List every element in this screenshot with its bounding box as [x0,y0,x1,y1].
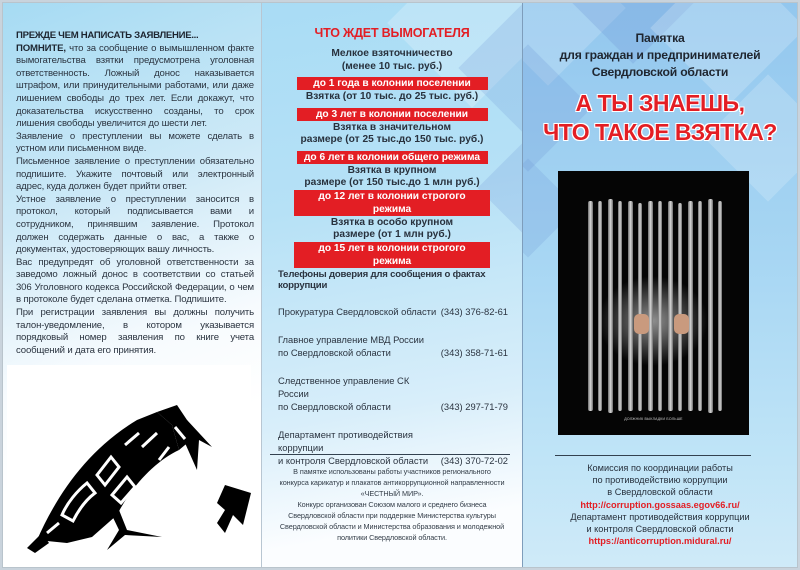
headline-line: ЧТО ТАКОЕ ВЗЯТКА? [543,119,777,145]
prison-bars-letters-icon [558,171,749,435]
phone-org-line: Прокуратура Свердловской области [278,306,437,317]
penalty-bar: до 12 лет в колонии строгого режима [294,190,490,216]
credits-line: Конкурс организован Союзом малого и среднего бизнеса [297,500,487,509]
phone-org [278,333,441,359]
penalty-bar: до 15 лет в колонии строгого режима [294,242,490,268]
right-panel-cover [523,3,797,567]
penalties-list [262,48,522,269]
phone-org [278,428,441,467]
phone-org-line: Главное управление МВД России [278,334,425,345]
department-website-link[interactable]: https://anticorruption.midural.ru/ [588,536,732,547]
phone-org [278,374,441,413]
phone-row [278,333,508,359]
commission-website-link[interactable]: http://corruption.gossaas.egov66.ru/ [580,499,740,510]
paragraph-2: Заявление о преступлении вы можете сделать в устном или письменном виде. [16,130,254,155]
contacts-line: Департамент противодействия коррупции [570,511,750,522]
paragraph-4: Устное заявление о преступлении заносится в протокол, который подписывается вами и сотрудником, принявшим заявление. Протокол должен содержать данные о вас, а также о документах, удостоверяющих вашу личность. [16,193,254,256]
paragraph-remember [16,43,254,131]
credits-line: В памятке использованы работы участников регионального [293,467,491,476]
phones-title: Телефоны доверия для сообщения о фактах коррупции [278,269,486,291]
contacts-line: в Свердловской области [607,487,713,498]
penalty-desc: Взятка (от 10 тыс. до 25 тыс. руб.) [305,91,479,102]
remember-word: ПОМНИТЕ, [16,42,66,54]
bird-calligram-artwork [7,365,251,565]
subtitle-line: Свердловской области [591,65,729,79]
credits-line: Свердловской области и Министерства образования и молодежной [279,522,505,531]
phone-org-line: по Свердловской области [278,347,391,358]
paragraph-6: При регистрации заявления вы должны получить талон-уведомление, в котором указывается порядковый номер заявления по книге учета сообщений и дата его принятия. [16,307,254,356]
paragraph-3: Письменное заявление о преступлении обязательно подпишите. Укажите почтовый или электронный адрес, куда должен будет прийти ответ. [16,155,254,193]
penalty-desc: размере (от 25 тыс.до 150 тыс. руб.) [300,134,484,145]
credits-line: конкурса карикатур и плакатов антикоррупционной направленности [279,478,505,487]
phone-org-line: Следственное управление СК России [278,375,410,399]
penalty-desc: Взятка в значительном [332,121,452,133]
cover-subtitle [523,30,797,81]
subtitle-line: для граждан и предпринимателей [559,48,761,62]
phone-number[interactable]: (343) 376-82-61 [440,306,508,317]
phone-number[interactable]: (343) 297-71-79 [440,401,508,412]
credits-line: «ЧЕСТНЫЙ МИР». [360,489,424,498]
brochure-sheet [2,2,798,568]
phone-number[interactable]: (343) 370-72-02 [440,455,508,466]
phone-row [278,428,508,467]
phone-org-line: Департамент противодействия коррупции [278,429,413,453]
phone-org-line: по Свердловской области [278,401,391,412]
divider [270,454,510,455]
phone-number[interactable]: (343) 358-71-61 [440,347,508,358]
cover-contacts [523,462,797,547]
penalty-desc: Взятка в особо крупном [330,216,454,228]
penalty-desc: (менее 10 тыс. руб.) [341,60,443,72]
penalty-desc: Мелкое взяточничество [331,48,453,59]
penalty-bar: до 1 года в колонии поселении [297,77,488,90]
penalty-desc: размере (от 150 тыс.до 1 млн руб.) [304,177,480,188]
headline-line: А ТЫ ЗНАЕШЬ, [575,90,745,116]
credits-note [272,466,512,543]
phone-row [278,374,508,413]
instructions-heading: ПРЕЖДЕ ЧЕМ НАПИСАТЬ ЗАЯВЛЕНИЕ... [16,30,199,41]
paragraph-5: Вас предупредят об уголовной ответственности за заведомо ложный донос в соответствии со статьей 306 Уголовного кодекса Российской Федерации, о чем в протоколе будет сделана отметка. Подпишите. [16,256,254,306]
penalty-desc: размере (от 1 млн руб.) [333,229,451,240]
poster-caption: ДОЛЖНИК ВЫКЛАДКИ БОЛЬШЕ [624,417,683,421]
cover-headline [523,89,797,147]
subtitle-line: Памятка [635,31,685,45]
credits-line: политики Свердловской области. [337,533,447,542]
corruption-poster [558,171,749,435]
penalty-bar: до 6 лет в колонии общего режима [297,151,488,164]
phone-org [278,305,441,318]
phone-org-line: и контроля Свердловской области [278,455,429,466]
phone-row [278,305,508,318]
credits-line: Свердловской области при поддержке Министерства культуры [288,511,496,520]
contacts-line: по противодействию коррупции [592,475,728,486]
contacts-line: Комиссия по координации работы [587,463,733,473]
contacts-line: и контроля Свердловской области [586,524,734,535]
extortioner-penalties-title: ЧТО ЖДЕТ ВЫМОГАТЕЛЯ [314,26,470,40]
divider [555,455,751,456]
penalty-bar: до 3 лет в колонии поселении [297,108,488,121]
bird-calligram-icon [7,365,251,565]
penalty-desc: Взятка в крупном [347,164,437,176]
paragraph-1: что за сообщение о вымышленном факте вымогательства взятки предусмотрена уголовная ответственность. Ложный донос наказывается штрафом, или принудительными работами, или даже лишением свободы до трех лет. Если докажут, что доказательства искусственно созданы, то срок лишения свободы увеличится до шести лет. [16,42,254,130]
left-panel [3,3,262,567]
statement-instructions [16,30,254,357]
hotline-phones [278,269,508,482]
middle-panel [262,3,523,567]
